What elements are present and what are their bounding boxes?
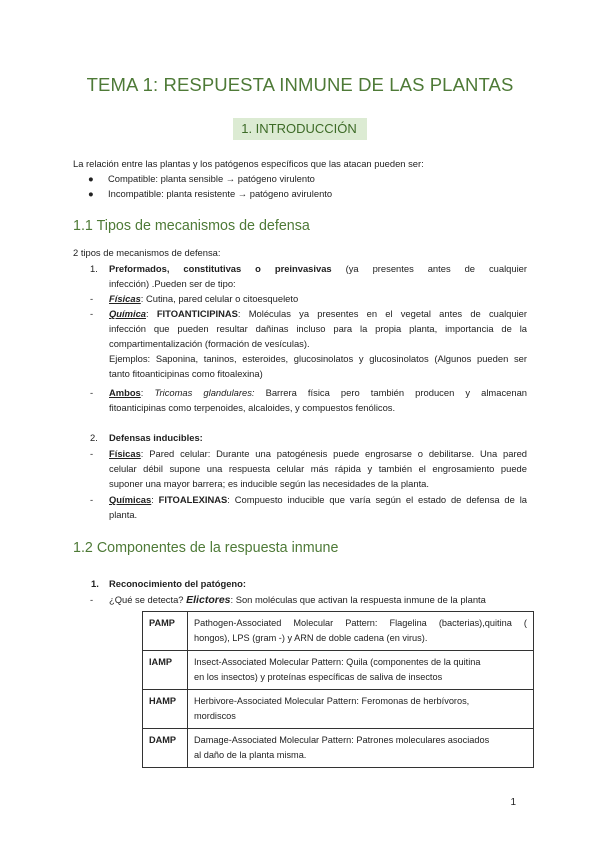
- quim2-line1: [109, 492, 527, 507]
- dash-icon: -: [90, 387, 94, 398]
- table-key: PAMP: [143, 612, 188, 651]
- bullet-dot-icon: ●: [88, 188, 94, 199]
- quim2-sep: :: [151, 494, 159, 505]
- quimica-label: Química: [109, 308, 146, 319]
- s12-item1-number: 1.: [91, 578, 99, 589]
- ambos-line1: [109, 385, 527, 400]
- table-row: [143, 690, 534, 729]
- table-desc: [188, 690, 534, 729]
- table-row: [143, 651, 534, 690]
- quim2-line2: planta.: [109, 509, 138, 520]
- table-key: HAMP: [143, 690, 188, 729]
- table-desc-line: al daño de la planta misma.: [194, 749, 307, 760]
- elictores-line: [109, 592, 486, 608]
- bullet-dot-icon: ●: [88, 173, 94, 184]
- q-prefix: ¿Qué se detecta?: [109, 594, 187, 605]
- ambos-rest: Barrera física pero también producen y almacenan: [254, 387, 528, 398]
- table-desc-line: mordiscos: [194, 710, 236, 721]
- table-desc-line: Damage-Associated Molecular Pattern: Patrones moleculares asociados: [194, 735, 490, 745]
- intro-bullet-compatible: Compatible: planta sensible → patógeno virulento: [108, 173, 315, 184]
- table-row: [143, 612, 534, 651]
- fis2-line3: suponer una mayor barrera; es inducible según las necesidades de la planta.: [109, 478, 429, 489]
- page-title: TEMA 1: RESPUESTA INMUNE DE LAS PLANTAS: [86, 74, 514, 95]
- heading-1-1: 1.1 Tipos de mecanismos de defensa: [73, 218, 310, 234]
- s11-item1-line1: [109, 261, 527, 276]
- table-desc: [188, 729, 534, 768]
- dash-icon: -: [90, 448, 94, 459]
- q-rest: : Son moléculas que activan la respuesta inmune de la planta: [230, 594, 486, 605]
- table-desc-line: Insect-Associated Molecular Pattern: Quila (componentes de la quitina: [194, 657, 481, 667]
- quimica-bold: FITOANTICIPINAS: [156, 308, 238, 319]
- quimica-line2: infección que pueden resultar dañinas incluso para la propia planta, importancia de la: [109, 323, 527, 334]
- table-row: [143, 729, 534, 768]
- quimica-line3: compartimentalización (formación de vesículas).: [109, 338, 310, 349]
- table-desc: [188, 651, 534, 690]
- ejemplos-line2: tanto fitoanticipinas como fitoalexina): [109, 368, 263, 379]
- ambos-label: Ambos: [109, 387, 141, 398]
- table-desc-line: Pathogen-Associated Molecular Pattern: Flagelina (bacterias),quitina (: [194, 618, 527, 628]
- dash-icon: -: [90, 308, 94, 319]
- dash-icon: -: [90, 594, 94, 605]
- dash-icon: -: [90, 494, 94, 505]
- s11-item1-bold: Preformados, constitutivas o preinvasivas: [109, 263, 332, 274]
- table-desc-line: Herbivore-Associated Molecular Pattern: Feromonas de herbívoros,: [194, 696, 470, 706]
- quimica-line1: [109, 306, 527, 321]
- quim2-rest: : Compuesto inducible que varía según el estado de defensa de la: [227, 494, 527, 505]
- elictores-term: Elictores: [186, 594, 231, 606]
- s11-item2-number: 2.: [90, 432, 98, 443]
- fis2-label: Físicas: [109, 448, 141, 459]
- section-heading-introduccion: 1. INTRODUCCIÓN: [233, 118, 367, 140]
- s12-item1-bold: Reconocimiento del patógeno:: [109, 578, 246, 589]
- fisicas-line: [109, 291, 298, 306]
- ambos-line2: fitoanticipinas como terpenoides, alcaloides, y compuestos fenólicos.: [109, 402, 396, 413]
- fis2-line2: celular débil supone una respuesta celular más rápida y también el engrosamiento puede: [109, 463, 527, 474]
- page-number: 1: [510, 797, 516, 808]
- quimica-rest: : Moléculas ya presentes en el vegetal antes de cualquier: [237, 308, 527, 319]
- table-desc-line: en los insectos) y proteínas específicas de saliva de insectos: [194, 671, 443, 682]
- quim2-label: Químicas: [109, 494, 152, 505]
- fis2-line1: [109, 446, 527, 461]
- table-key: IAMP: [143, 651, 188, 690]
- heading-1-2: 1.2 Componentes de la respuesta inmune: [73, 540, 339, 556]
- elicitor-table: [142, 611, 534, 768]
- quim2-bold: FITOALEXINAS: [158, 494, 228, 505]
- quimica-sep: :: [146, 308, 157, 319]
- ambos-sep: :: [140, 387, 155, 398]
- s11-item1-line2: infección) .Pueden ser de tipo:: [109, 278, 236, 289]
- table-desc: [188, 612, 534, 651]
- table-desc-line: hongos), LPS (gram -) y ARN de doble cadena (en virus).: [194, 632, 428, 643]
- fisicas-label: Físicas: [109, 293, 141, 304]
- table-key: DAMP: [143, 729, 188, 768]
- ejemplos-line1: Ejemplos: Saponina, taninos, esteroides, glucosinolatos y glucosinolatos (Algunos pueden ser: [109, 353, 527, 364]
- fisicas-text: : Cutina, pared celular o citoesqueleto: [140, 293, 299, 304]
- s11-item2-bold: Defensas inducibles:: [109, 432, 203, 443]
- intro-bullet-incompatible: Incompatible: planta resistente → patógeno avirulento: [108, 188, 333, 199]
- s11-lead: 2 tipos de mecanismos de defensa:: [73, 247, 221, 258]
- section-heading-wrap: [0, 118, 600, 140]
- intro-paragraph: La relación entre las plantas y los patógenos específicos que las atacan pueden ser:: [73, 158, 424, 169]
- dash-icon: -: [90, 293, 94, 304]
- s11-item1-number: 1.: [90, 263, 98, 274]
- s11-item1-rest: (ya presentes antes de cualquier: [331, 263, 528, 274]
- fis2-rest: : Pared celular: Durante una patogénesis puede engrosarse o debilitarse. Una pared: [140, 448, 527, 459]
- ambos-italic: Tricomas glandulares:: [154, 387, 255, 398]
